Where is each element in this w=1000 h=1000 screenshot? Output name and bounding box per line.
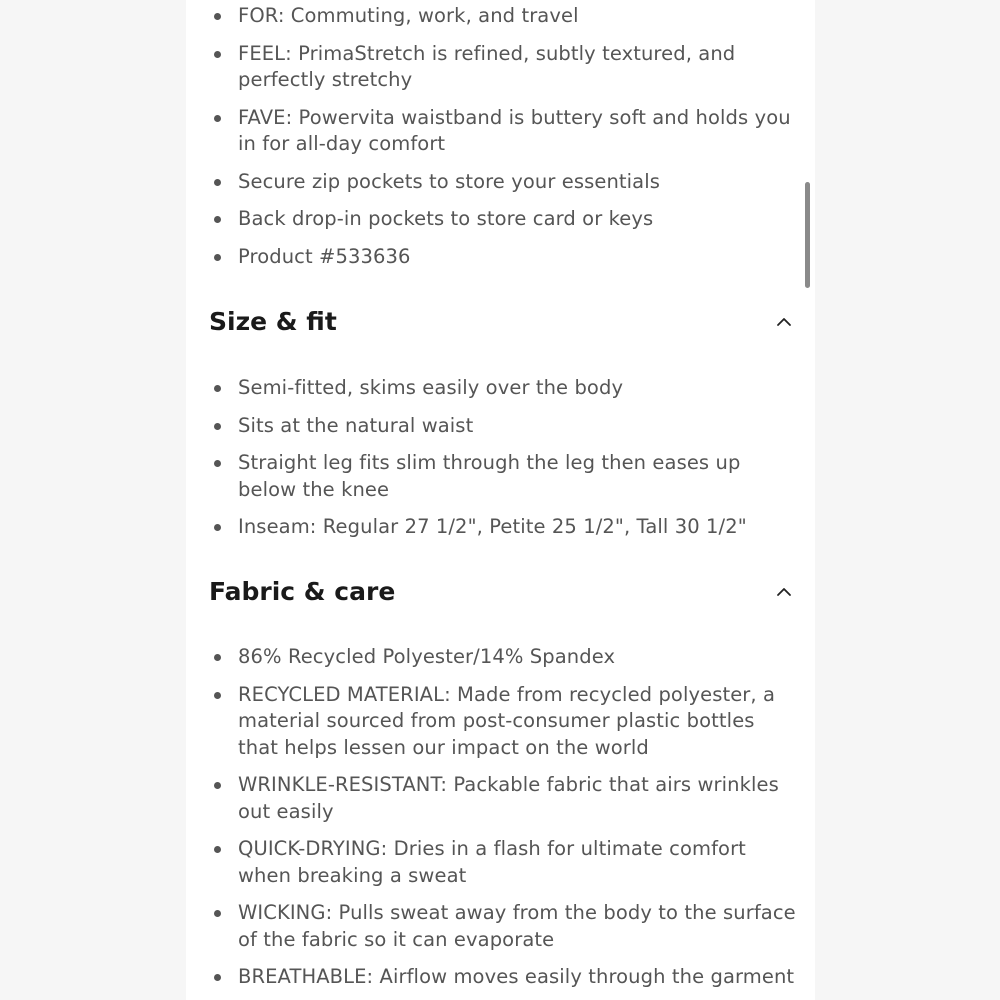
size-fit-list (186, 375, 786, 541)
list-item: FOR: Commuting, work, and travel (186, 3, 786, 30)
list-item: QUICK-DRYING: Dries in a flash for ultimate comfort when breaking a sweat (186, 836, 778, 889)
list-item: Secure zip pockets to store your essentials (186, 169, 786, 196)
background-right (815, 0, 1000, 1000)
list-item: RECYCLED MATERIAL: Made from recycled polyester, a material sourced from post-consumer plastic bottles that helps lessen our impact on the world (186, 682, 798, 762)
chevron-up-icon[interactable] (776, 584, 792, 600)
list-item: WRINKLE-RESISTANT: Packable fabric that airs wrinkles out easily (186, 772, 808, 825)
list-item: FAVE: Powervita waistband is buttery soft and holds you in for all-day comfort (186, 105, 798, 158)
features-list (186, 3, 791, 270)
list-item: Inseam: Regular 27 1/2", Petite 25 1/2", Tall 30 1/2" (186, 514, 786, 541)
list-item: WICKING: Pulls sweat away from the body to the surface of the fabric so it can evaporate (186, 900, 815, 953)
list-item: 86% Recycled Polyester/14% Spandex (186, 644, 786, 671)
list-item: Back drop-in pockets to store card or keys (186, 206, 786, 233)
fabric-care-header[interactable] (186, 572, 815, 612)
list-item: Product #533636 (186, 244, 786, 271)
size-fit-header[interactable] (186, 302, 815, 342)
list-item: Straight leg fits slim through the leg then eases up below the knee (186, 450, 758, 503)
list-item: FEEL: PrimaStretch is refined, subtly textured, and perfectly stretchy (186, 41, 738, 94)
product-details-panel (186, 0, 815, 1000)
chevron-up-icon[interactable] (776, 314, 792, 330)
list-item: BREATHABLE: Airflow moves easily through the garment (186, 964, 786, 991)
section-title: Fabric & care (209, 577, 396, 606)
background-left (0, 0, 186, 1000)
list-item: Sits at the natural waist (186, 413, 786, 440)
fabric-care-list (186, 644, 796, 991)
section-title: Size & fit (209, 307, 337, 336)
scrollbar-thumb[interactable] (805, 182, 810, 288)
list-item: Semi-fitted, skims easily over the body (186, 375, 786, 402)
